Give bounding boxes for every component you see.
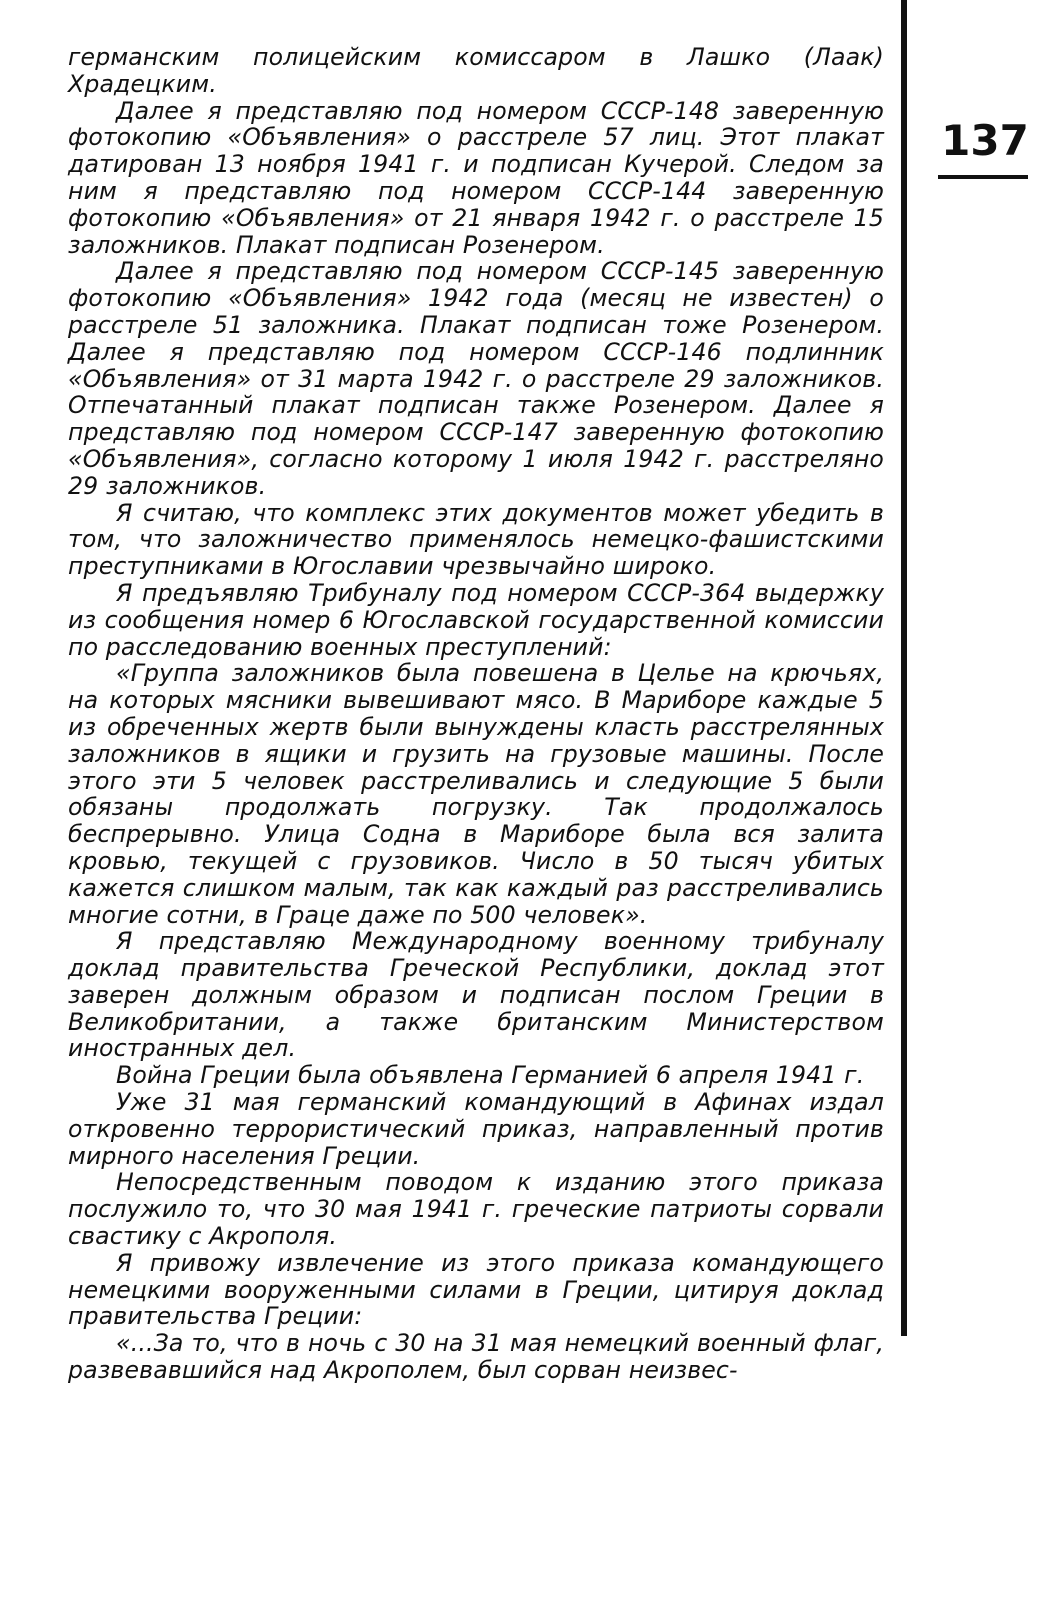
paragraph: Я предъявляю Трибуналу под номером СССР-364 выдержку из сообщения номер 6 Югославской государственной комиссии по расследованию военных преступлений: xyxy=(68,578,884,661)
paragraph: Далее я представляю под номером СССР-145 заверенную фотокопию «Объявления» 1942 года (месяц не известен) о расстреле 51 заложника. Плакат подписан тоже Розенером. Далее я представляю под номером СССР-146 подлинник «Объявления» от 31 марта 1942 г. о расстреле 29 заложников. Отпечатанный плакат подписан также Розенером. Далее я представляю под номером СССР-147 заверенную фотокопию «Объявления», согласно которому 1 июля 1942 г. расстреляно 29 заложников. xyxy=(68,257,884,500)
text-column xyxy=(68,44,884,1384)
paragraph: Непосредственным поводом к изданию этого приказа послужило то, что 30 мая 1941 г. греческие патриоты сорвали свастику с Акрополя. xyxy=(68,1168,884,1251)
paragraph: Я представляю Международному военному трибуналу доклад правительства Греческой Республики, доклад этот заверен должным образом и подписан послом Греции в Великобритании, а также британским Министерством иностранных дел. xyxy=(68,927,884,1063)
paragraph: Я привожу извлечение из этого приказа командующего немецкими вооруженными силами в Греции, цитируя доклад правительства Греции: xyxy=(68,1248,884,1331)
paragraph: Война Греции была объявлена Германией 6 апреля 1941 г. xyxy=(116,1061,865,1090)
page-number: 137 xyxy=(941,116,1029,165)
quotation-paragraph: «Группа заложников была повешена в Целье на крючьях, на которых мясники вывешивают мясо. В Мариборе каждые 5 из обреченных жертв были вынуждены класть расстрелянных заложников в ящики и грузить на грузовые машины. После этого эти 5 человек расстреливались и следующие 5 были обязаны продолжать погрузку. Так продолжалось беспрерывно. Улица Содна в Мариборе была вся залита кровью, текущей с грузовиков. Число в 50 тысяч убитых кажется слишком малым, так как каждый раз расстреливались многие сотни, в Граце даже по 500 человек». xyxy=(68,659,884,929)
paragraph: Я считаю, что комплекс этих документов может убедить в том, что заложничество применялось немецко-фашистскими преступниками в Югославии чрезвычайно широко. xyxy=(68,498,884,581)
paragraph: Уже 31 мая германский командующий в Афинах издал откровенно террористический приказ, направленный против мирного населения Греции. xyxy=(68,1088,884,1170)
paragraph-continuation: германским полицейским комиссаром в Лашко (Лаак) Храдецким. xyxy=(68,43,884,98)
paragraph: Далее я представляю под номером СССР-148 заверенную фотокопию «Объявления» о расстреле 57 лиц. Этот плакат датирован 13 ноября 1941 г. и подписан Кучерой. Следом за ним я представляю под номером СССР-144 заверенную фотокопию «Объявления» от 21 января 1942 г. о расстреле 15 заложников. Плакат подписан Розенером. xyxy=(68,96,884,259)
quotation-paragraph: «...За то, что в ночь с 30 на 31 мая немецкий военный флаг, развевавшийся над Акрополем, был сорван неизвес- xyxy=(68,1329,884,1385)
page-number-underline xyxy=(938,175,1028,179)
margin-vertical-rule xyxy=(901,0,907,1336)
